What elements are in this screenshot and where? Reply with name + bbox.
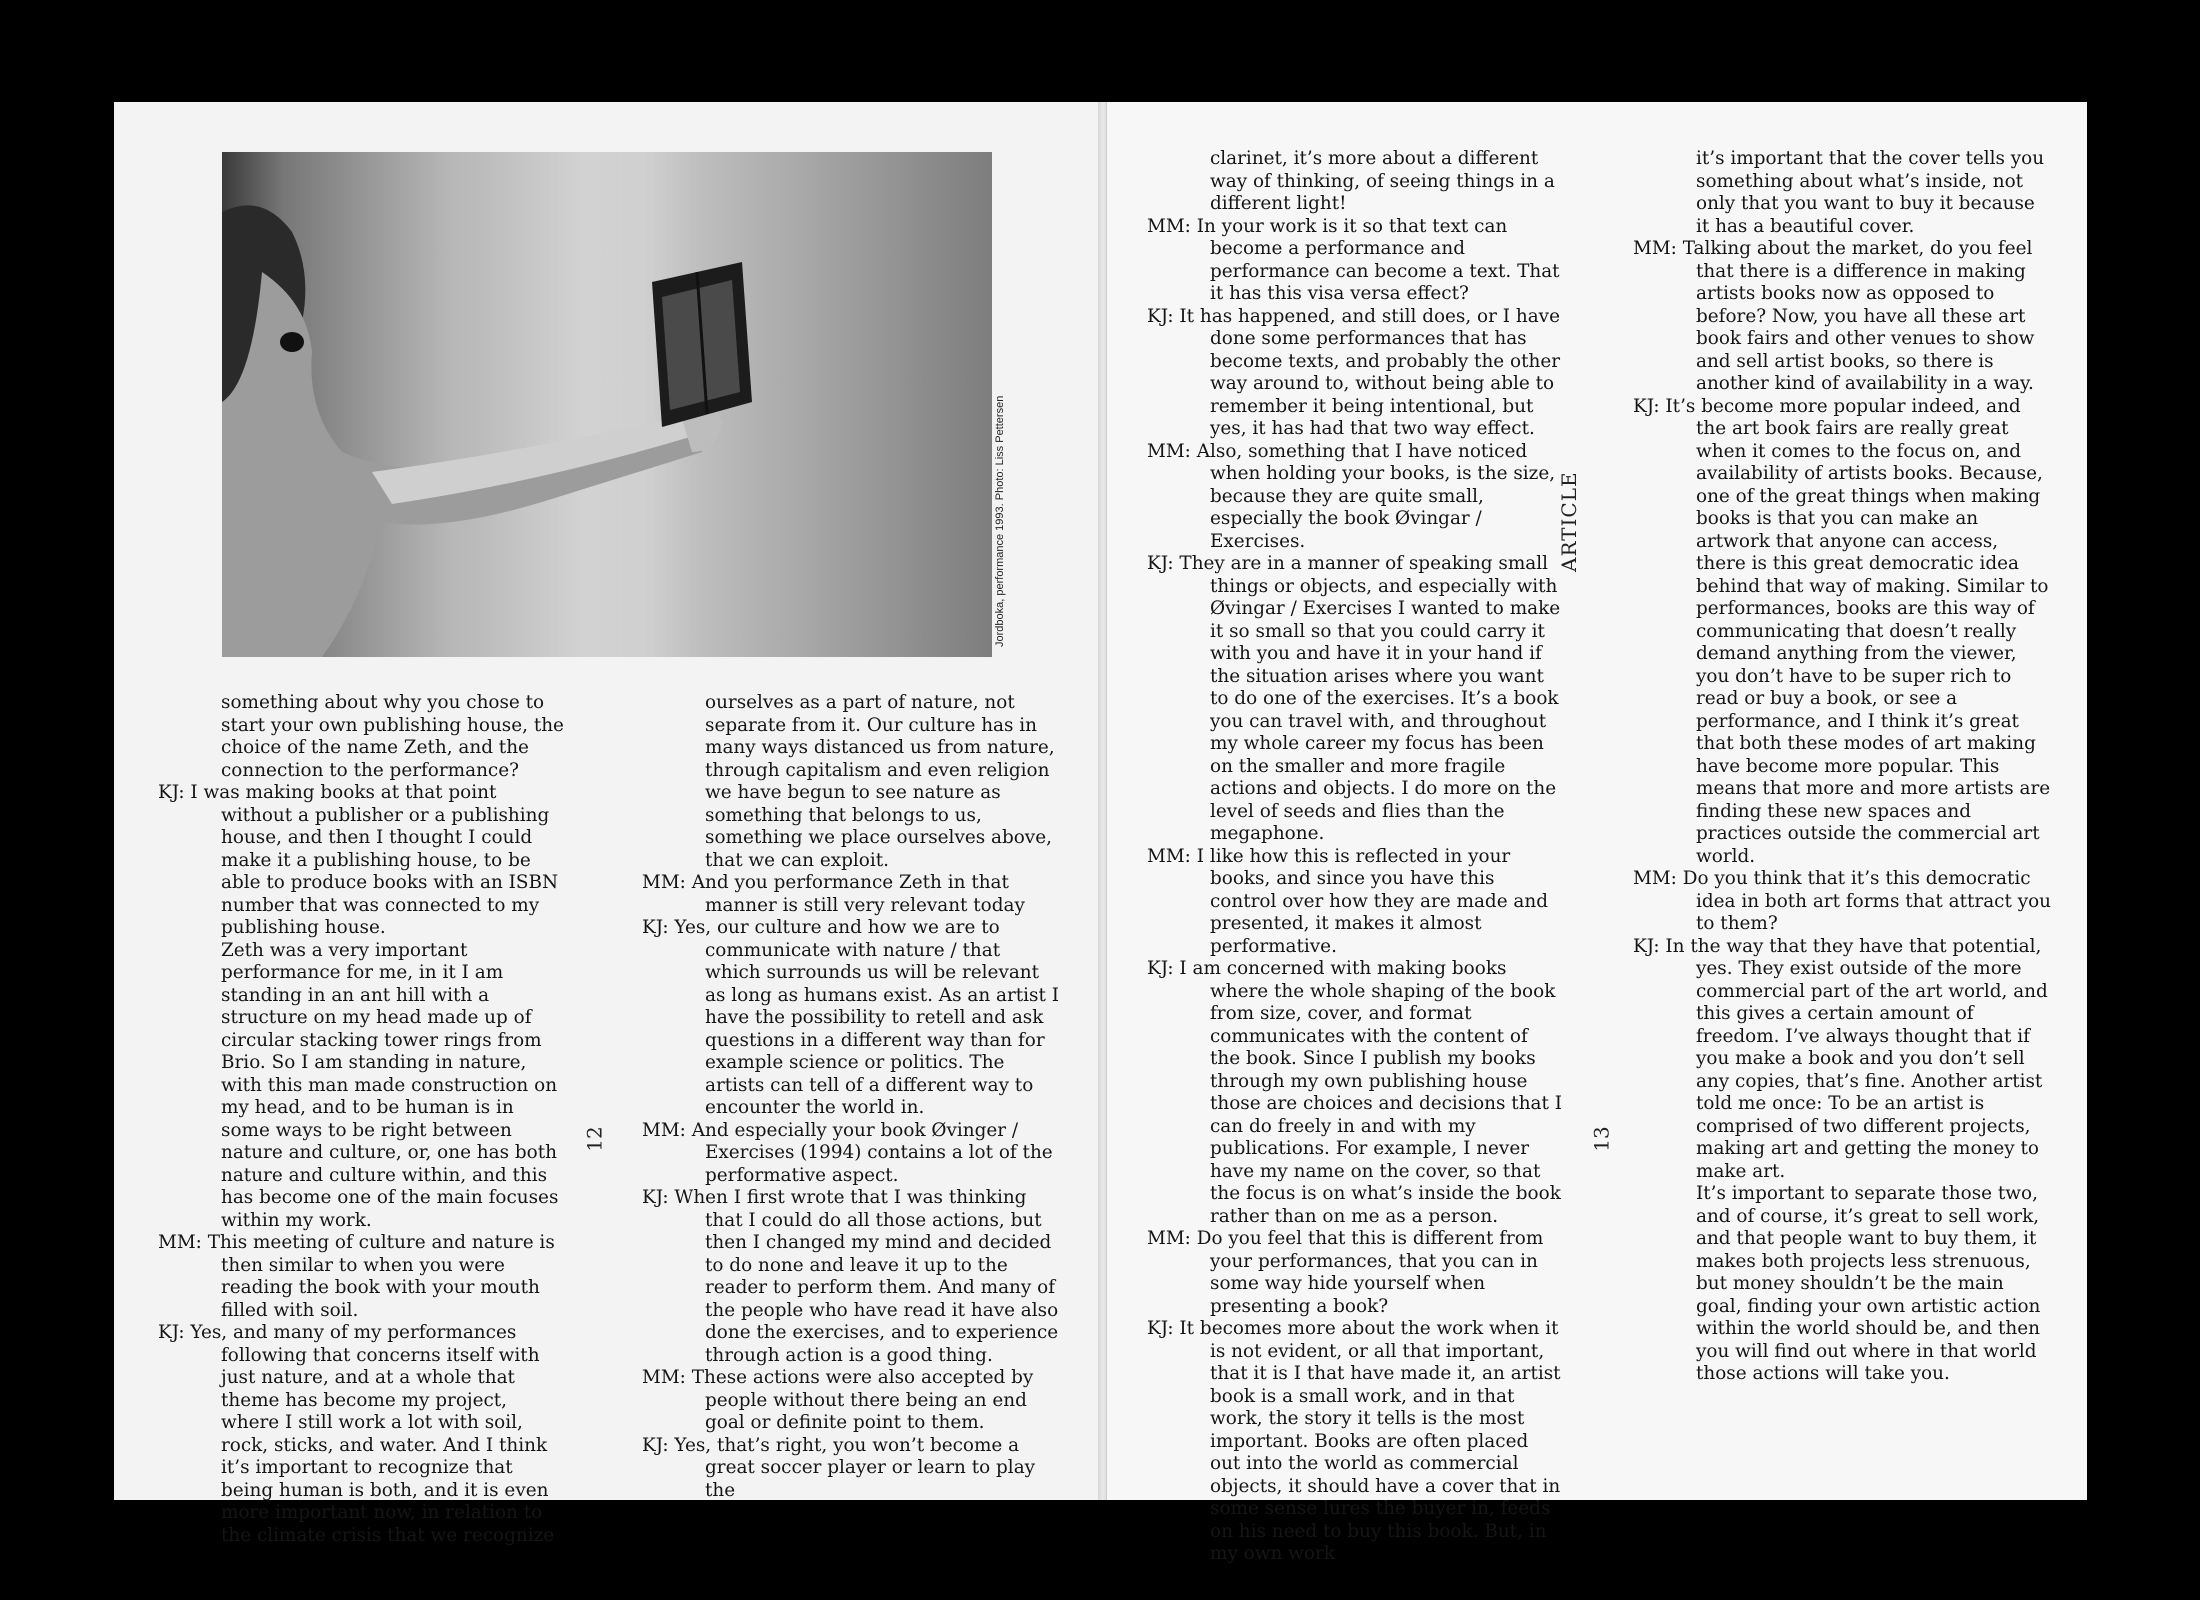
- speaker-label: MM:: [1147, 1228, 1197, 1249]
- section-label: ARTICLE: [1557, 471, 1581, 572]
- paragraph-text: clarinet, it’s more about a different way of thinking, of seeing things in a different light!: [1210, 148, 1555, 214]
- left-column-1: [158, 692, 568, 1547]
- interview-paragraph: [642, 872, 1060, 917]
- speaker-label: MM:: [642, 1367, 692, 1388]
- speaker-label: MM:: [1633, 868, 1683, 889]
- speaker-label: KJ:: [1633, 935, 1666, 957]
- interview-paragraph: [642, 917, 1060, 1120]
- paragraph-text: When I first wrote that I was thinking that I could do all those actions, but then I changed my mind and decided to do none and leave it up to the reader to perform them. And many of the people who have read it have also done the exercises, and to experience through action is a good thing.: [674, 1187, 1059, 1366]
- paragraph-text: something about why you chose to start your own publishing house, the choice of the name Zeth, and the connection to the performance?: [221, 692, 564, 781]
- interview-paragraph: [642, 1367, 1060, 1435]
- paragraph-text: It’s become more popular indeed, and the art book fairs are really great when it comes to the focus on, and availability of artists books. Because, one of the great things when making books is that you can make an artwork that anyone can access, there is this great democratic idea behind that way of making. Similar to performances, books are this way of communicating that doesn’t really demand anything from the viewer, you don’t have to be super rich to read or buy a book, or see a performance, and I think it’s great that both these modes of art making have become more popular. This means that more and more artists are finding these new spaces and practices outside the commercial art world.: [1665, 395, 2051, 867]
- speaker-label: KJ:: [158, 1322, 191, 1343]
- interview-paragraph: [1147, 216, 1562, 306]
- paragraph-text: And you performance Zeth in that manner is still very relevant today: [691, 872, 1025, 916]
- speaker-label: MM:: [1147, 845, 1197, 867]
- speaker-label: KJ:: [1633, 395, 1666, 417]
- right-column-1: [1147, 148, 1562, 1566]
- interview-paragraph: [1147, 1228, 1562, 1318]
- paragraph-text: In your work is it so that text can become a performance and performance can become a text. That it has this visa versa effect?: [1196, 215, 1560, 304]
- paragraph-text: They are in a manner of speaking small things or objects, and especially with Øvingar / Exercises I wanted to make it so small so that you could carry it with you and have it in your hand if the situation arises where you want to do one of the exercises. It’s a book you can travel with, and throughout my whole career my focus has been on the smaller and more fragile actions and objects. I do more on the level of seeds and flies than the megaphone.: [1179, 553, 1561, 844]
- paragraph-text: Also, something that I have noticed when holding your books, is the size, because they are quite small, especially the book Øvingar / Exercises.: [1196, 440, 1556, 552]
- paragraph-text: It’s important to separate those two, and of course, it’s great to sell work, and that people want to buy them, it makes both projects less strenuous, but money shouldn’t be the main goal, finding your own artistic action within the world should be, and then you will find out where in that world those actions will take you.: [1696, 1183, 2041, 1384]
- interview-paragraph: [1147, 958, 1562, 1228]
- paragraph-text: It has happened, and still does, or I have done some performances that has become texts, and probably the other way around to, without being able to remember it being intentional, but yes, it has had that two way effect.: [1179, 305, 1560, 439]
- interview-paragraph: [1147, 441, 1562, 554]
- left-page: [114, 102, 1100, 1546]
- paragraph-text: It becomes more about the work when it is not evident, or all that important, that it is I that have made it, an artist book is a small work, and in that work, the story it tells is the most important. Books are often placed out into the world as commercial objects, it should have a cover that in some sense lures the buyer in, feeds on his need to buy this book. But, in my own work: [1179, 1318, 1561, 1564]
- interview-paragraph: [1147, 148, 1562, 216]
- paragraph-text: it’s important that the cover tells you something about what’s inside, not only that you want to buy it because it has a beautiful cover.: [1696, 148, 2045, 237]
- paragraph-text: Yes, our culture and how we are to communicate with nature / that which surrounds us will be relevant as long as humans exist. As an artist I have the possibility to retell and ask questions in a different way than for example science or politics. The artists can tell of a different way to encounter the world in.: [674, 917, 1059, 1118]
- interview-paragraph: [158, 940, 568, 1233]
- interview-paragraph: [1633, 1183, 2053, 1386]
- interview-paragraph: [642, 1435, 1060, 1503]
- paragraph-text: This meeting of culture and nature is then similar to when you were reading the book with your mouth filled with soil.: [207, 1232, 555, 1321]
- performance-photo: [222, 152, 992, 657]
- performer-illustration: [222, 152, 992, 657]
- speaker-label: MM:: [642, 872, 692, 893]
- speaker-label: KJ:: [1147, 305, 1180, 327]
- speaker-label: MM:: [642, 1119, 692, 1141]
- paragraph-text: Zeth was a very important performance for me, in it I am standing in an ant hill with a structure on my head made up of circular stacking tower rings from Brio. So I am standing in nature, with this man made construction on my head, and to be human is in some ways to be right between nature and culture, or, one has both nature and culture within, and this has become one of the main focuses within my work.: [221, 939, 559, 1231]
- speaker-label: MM:: [1633, 238, 1683, 259]
- page-number-left: 12: [582, 1126, 607, 1152]
- paragraph-text: Talking about the market, do you feel that there is a difference in making artists books now as opposed to before? Now, you have all these art book fairs and other venues to show and sell artist books, so there is another kind of availability in a way.: [1682, 238, 2035, 394]
- interview-paragraph: [642, 1187, 1060, 1367]
- interview-paragraph: [1633, 396, 2053, 869]
- speaker-label: KJ:: [642, 1434, 675, 1456]
- speaker-label: MM:: [1147, 440, 1197, 462]
- interview-paragraph: [158, 692, 568, 782]
- right-page: [1106, 102, 2087, 1564]
- interview-paragraph: [1633, 868, 2053, 936]
- interview-paragraph: [1147, 553, 1562, 846]
- interview-paragraph: [1147, 306, 1562, 441]
- paragraph-text: In the way that they have that potential, yes. They exist outside of the more commercial part of the art world, and this gives a certain amount of freedom. I’ve always thought that if you make a book and you don’t sell any copies, that’s fine. Another artist told me once: To be an artist is comprised of two different projects, making art and getting the money to make art.: [1665, 935, 2048, 1182]
- speaker-label: MM:: [158, 1232, 208, 1253]
- paragraph-text: I was making books at that point without a publisher or a publishing house, and then I thought I could make it a publishing house, to be able to produce books with an ISBN number that was connected to my publishing house.: [190, 782, 559, 938]
- speaker-label: KJ:: [1147, 553, 1180, 574]
- paragraph-text: ourselves as a part of nature, not separate from it. Our culture has in many ways distanced us from nature, through capitalism and even religion we have begun to see nature as something that belongs to us, something we place ourselves above, that we can exploit.: [705, 692, 1055, 871]
- paragraph-text: Yes, and many of my performances following that concerns itself with just nature, and at a whole that theme has become my project, where I still work a lot with soil, rock, sticks, and water. And I think it’s important to recognize that being human is both, and it is even more important now, in relation to the climate crisis that we recognize: [190, 1322, 555, 1546]
- paragraph-text: Yes, that’s right, you won’t become a great soccer player or learn to play the: [674, 1434, 1036, 1501]
- paragraph-text: I am concerned with making books where the whole shaping of the book from size, cover, and format communicates with the content of the book. Since I publish my books through my own publishing house those are choices and decisions that I can do freely in and with my publications. For example, I never have my name on the cover, so that the focus is on what’s inside the book rather than on me as a person.: [1179, 958, 1563, 1227]
- interview-paragraph: [158, 1232, 568, 1322]
- speaker-label: KJ:: [1147, 1318, 1180, 1339]
- speaker-label: KJ:: [642, 1187, 675, 1208]
- left-column-2: [642, 692, 1060, 1502]
- interview-paragraph: [1633, 148, 2053, 238]
- speaker-label: KJ:: [158, 782, 191, 803]
- right-column-2: [1633, 148, 2053, 1386]
- speaker-label: KJ:: [1147, 958, 1180, 979]
- paragraph-text: These actions were also accepted by people without there being an end goal or definite point to them.: [691, 1367, 1034, 1433]
- speaker-label: KJ:: [642, 917, 675, 938]
- interview-paragraph: [642, 692, 1060, 872]
- interview-paragraph: [158, 782, 568, 940]
- interview-paragraph: [1633, 936, 2053, 1184]
- photo-caption: Jordboka, performance 1993. Photo: Liss Pettersen: [994, 395, 1006, 647]
- page-number-right: 13: [1589, 1126, 1614, 1152]
- interview-paragraph: [1633, 238, 2053, 396]
- speaker-label: MM:: [1147, 215, 1197, 237]
- paragraph-text: Do you think that it’s this democratic idea in both art forms that attract you to them?: [1682, 868, 2052, 934]
- interview-paragraph: [158, 1322, 568, 1547]
- paragraph-text: I like how this is reflected in your books, and since you have this control over how they are made and presented, it makes it almost performative.: [1196, 845, 1549, 957]
- paragraph-text: And especially your book Øvinger / Exercises (1994) contains a lot of the performative aspect.: [691, 1119, 1053, 1186]
- interview-paragraph: [642, 1120, 1060, 1188]
- interview-paragraph: [1147, 846, 1562, 959]
- interview-paragraph: [1147, 1318, 1562, 1566]
- paragraph-text: Do you feel that this is different from your performances, that you can in some way hide yourself when presenting a book?: [1196, 1228, 1544, 1317]
